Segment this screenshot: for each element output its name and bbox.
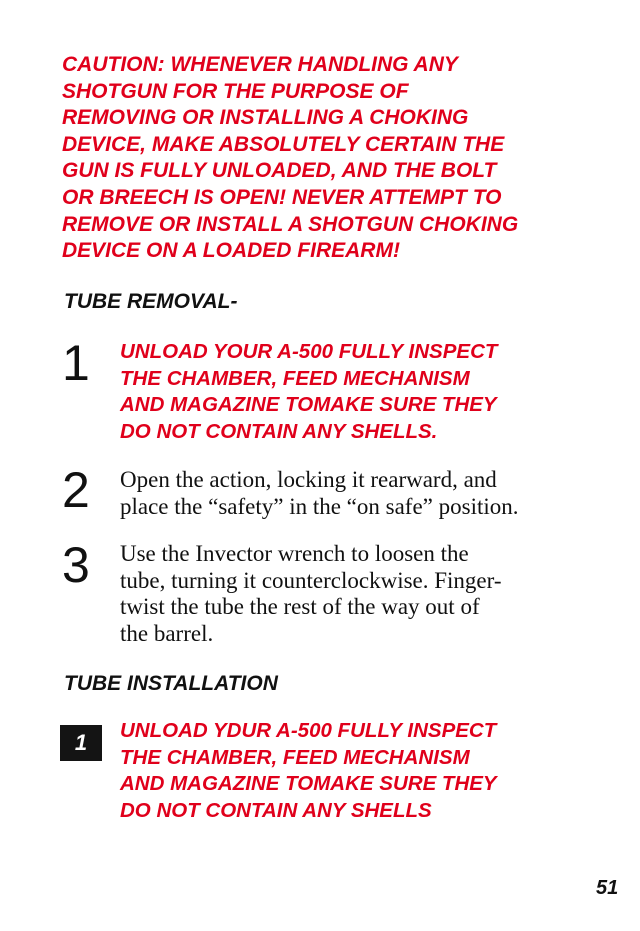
caution-line: CAUTION: WHENEVER HANDLING ANY xyxy=(62,53,458,76)
installation-step-1-text xyxy=(120,718,497,824)
tube-installation-heading: TUBE INSTALLATION xyxy=(64,672,278,695)
caution-warning xyxy=(62,52,562,265)
step-line: UNLOAD YOUR A-500 FULLY INSPECT xyxy=(120,340,498,363)
step-line: AND MAGAZINE TOMAKE SURE THEY xyxy=(120,393,497,416)
caution-line: SHOTGUN FOR THE PURPOSE OF xyxy=(62,79,409,103)
caution-line: DEVICE ON A LOADED FIREARM! xyxy=(62,239,400,263)
tube-removal-heading: TUBE REMOVAL- xyxy=(64,290,238,313)
step-line: tube, turning it counterclockwise. Finger- xyxy=(120,567,502,593)
step-line: twist the tube the rest of the way out of xyxy=(120,594,480,619)
step-number: 3 xyxy=(62,537,90,593)
step-line: THE CHAMBER, FEED MECHANISM xyxy=(120,366,470,390)
caution-line: GUN IS FULLY UNLOADED, AND THE BOLT xyxy=(62,159,497,183)
step-number: 2 xyxy=(62,462,90,518)
step-line: THE CHAMBER, FEED MECHANISM xyxy=(120,745,470,769)
removal-step-1-text xyxy=(120,339,497,445)
page-number: 51 xyxy=(596,877,619,899)
step-line: DO NOT CONTAIN ANY SHELLS. xyxy=(120,419,438,443)
removal-step-3-text xyxy=(120,541,502,647)
caution-line: DEVICE, MAKE ABSOLUTELY CERTAIN THE xyxy=(62,132,505,156)
caution-line: REMOVE OR INSTALL A SHOTGUN CHOKING xyxy=(62,212,519,236)
step-line: Use the Invector wrench to loosen the xyxy=(120,541,469,566)
step-number-badge: 1 xyxy=(60,725,102,761)
step-line: Open the action, locking it rearward, and xyxy=(120,467,497,492)
step-line: place the “safety” in the “on safe” position. xyxy=(120,493,519,519)
step-number: 1 xyxy=(62,335,90,391)
step-line: AND MAGAZINE TOMAKE SURE THEY xyxy=(120,772,497,795)
caution-line: REMOVING OR INSTALLING A CHOKING xyxy=(62,106,469,130)
caution-line: OR BREECH IS OPEN! NEVER ATTEMPT TO xyxy=(62,185,502,209)
step-line: DO NOT CONTAIN ANY SHELLS xyxy=(120,798,432,822)
step-line: UNLOAD YDUR A-500 FULLY INSPECT xyxy=(120,719,497,742)
step-line: the barrel. xyxy=(120,620,214,646)
removal-step-2-text xyxy=(120,467,519,520)
